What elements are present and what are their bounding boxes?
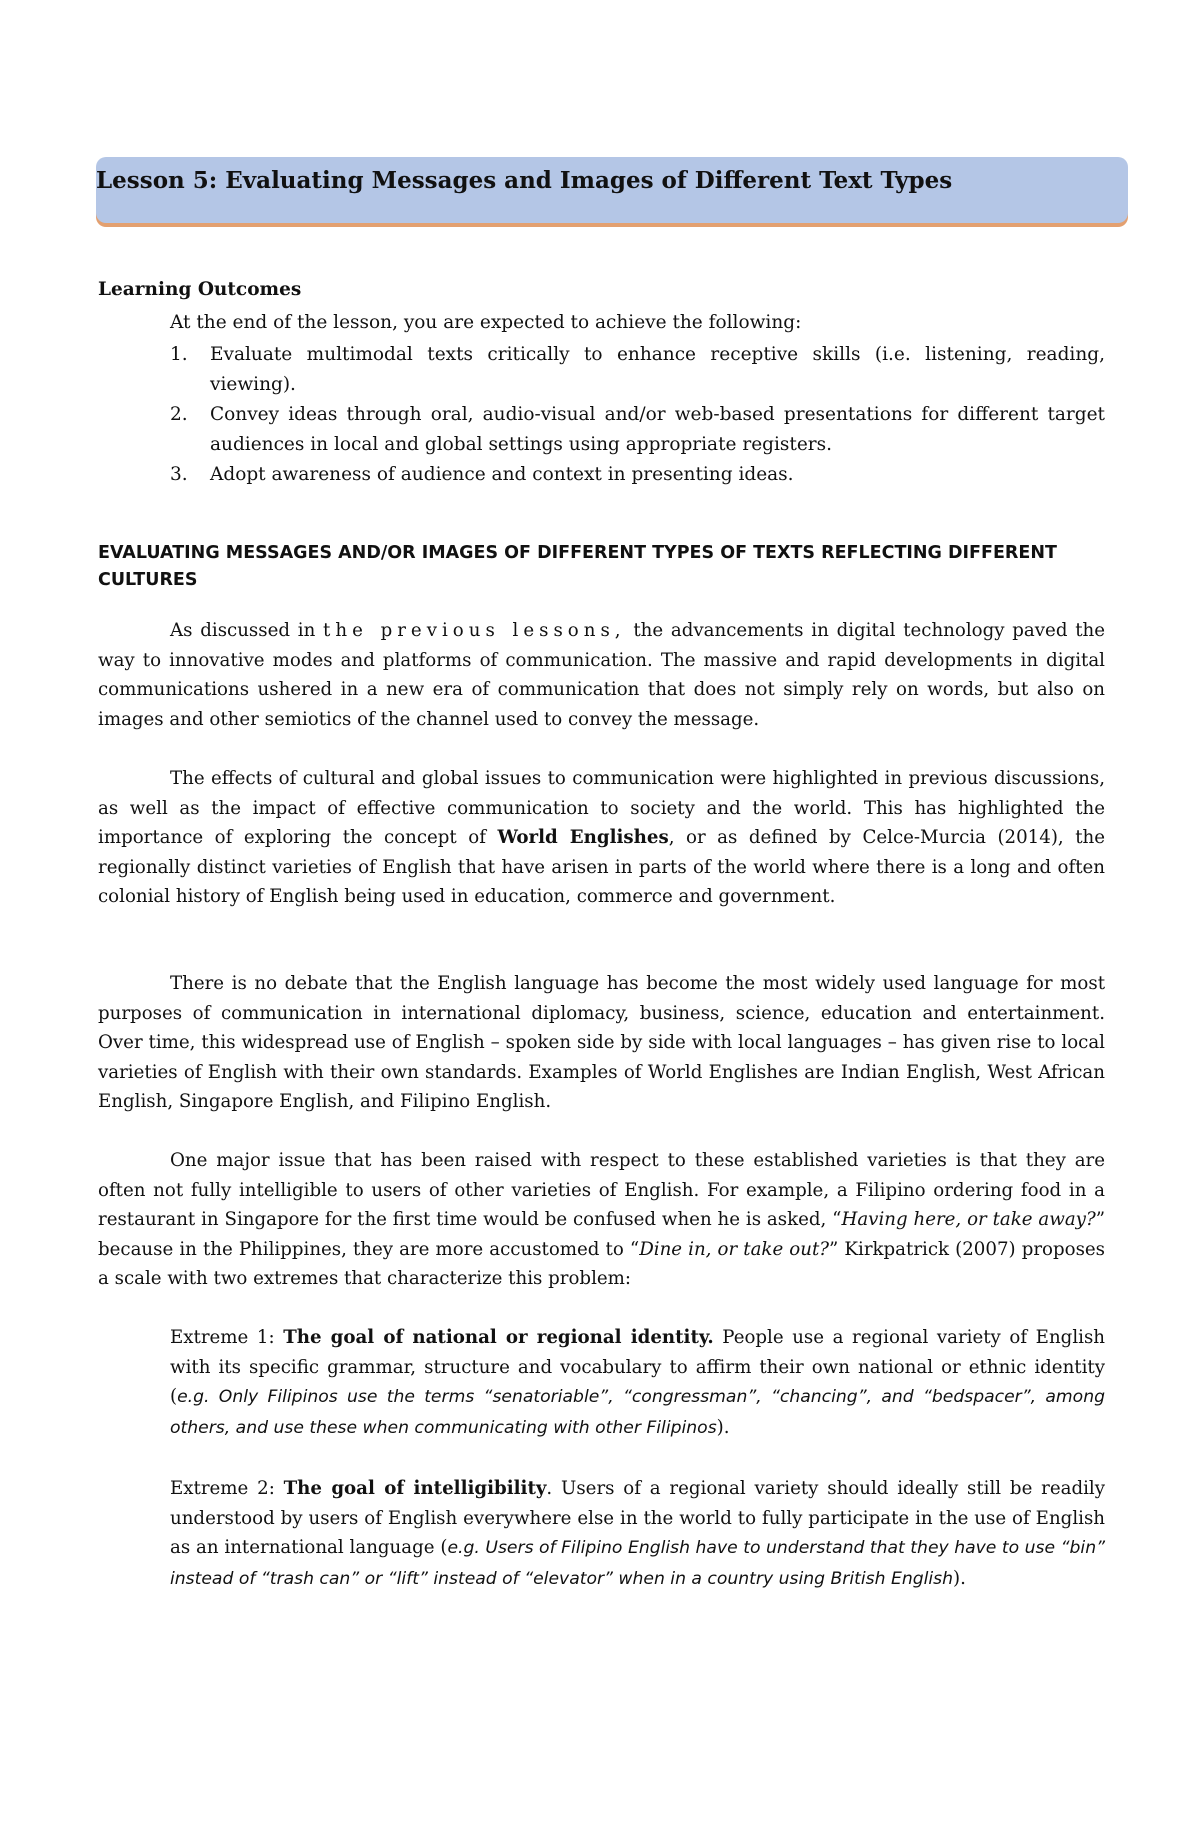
italic-quote: Having here, or take away?	[841, 1209, 1096, 1230]
lesson-title: Lesson 5: Evaluating Messages and Images of Different Text Types	[96, 167, 953, 194]
list-item	[170, 460, 1105, 490]
paragraph-text: ” Kirkpatrick (2007) proposes a scale with two extremes that characterize this problem:	[98, 1238, 1106, 1289]
italic-quote: Dine in, or take out?	[639, 1238, 830, 1260]
list-item-number: 1.	[170, 344, 188, 365]
paragraph-text: . Users of a regional variety should ideally still be readily understood by users of English everywhere else in the world to fully participate in the use of English as an international language (	[170, 1478, 1105, 1558]
paragraph-text: , or as defined by Celce-Murcia (2014), the regionally distinct varieties of English that have arisen in parts of the world where there is a long and often colonial history of English being used in education, commerce and government.	[98, 827, 1105, 907]
bold-term: World Englishes	[497, 827, 669, 848]
section-heading: EVALUATING MESSAGES AND/OR IMAGES OF DIFFERENT TYPES OF TEXTS REFLECTING DIFFERENT CULTURES	[98, 543, 1057, 590]
list-item-text: Evaluate multimodal texts critically to enhance receptive skills (i.e. listening, reading, viewing).	[210, 344, 1105, 395]
bold-term: The goal of national or regional identity.	[283, 1327, 714, 1348]
bold-term: The goal of intelligibility	[283, 1478, 547, 1499]
list-item	[170, 400, 1105, 460]
extreme-label: Extreme 1:	[170, 1327, 284, 1348]
spaced-text: the previous lessons,	[323, 620, 626, 641]
paragraph-text: As discussed in	[170, 620, 324, 641]
paragraph-text: The effects of cultural and global issues to communication were highlighted in previous discussions, as well as the impact of effective communication to society and the world. This has highlighted the importance of exploring the concept of	[98, 768, 1105, 848]
paragraph-digital-communication	[98, 616, 1105, 734]
paragraph-english-language	[98, 969, 1105, 1117]
learning-outcomes-intro: At the end of the lesson, you are expected to achieve the following:	[170, 312, 802, 333]
learning-outcomes-list	[170, 340, 1105, 490]
italic-example: e.g. Users of Filipino English have to understand that they have to use “bin” instead of “trash can” or “lift” instead of “elevator” when in a country using British English	[170, 1538, 1105, 1589]
paragraph-intelligibility-issue	[98, 1146, 1105, 1294]
list-item-text: Convey ideas through oral, audio-visual and/or web-based presentations for different target audiences in local and global settings using appropriate registers.	[210, 404, 1105, 455]
paragraph-text: the advancements in digital technology paved the way to innovative modes and platforms of communication. The massive and rapid developments in digital communications ushered in a new era of communication that does not simply rely on words, but also on images and other semiotics of the channel used to convey the message.	[98, 620, 1106, 730]
paragraph-text: ).	[953, 1567, 966, 1589]
list-item-number: 2.	[170, 404, 188, 425]
list-item	[170, 340, 1105, 400]
learning-outcomes-heading: Learning Outcomes	[98, 279, 302, 300]
paragraph-text: ” because in the Philippines, they are more accustomed to “	[98, 1209, 1106, 1260]
paragraph-text: People use a regional variety of English with its specific grammar, structure and vocabulary to affirm their own national or ethnic identity (	[170, 1327, 1105, 1407]
paragraph-text: One major issue that has been raised with respect to these established varieties is that they are often not fully intelligible to users of other varieties of English. For example, a Filipino ordering food in a restaurant in Singapore for the first time would be confused when he is asked, “	[98, 1150, 1105, 1230]
extreme-label: Extreme 2:	[170, 1478, 284, 1499]
paragraph-world-englishes	[98, 764, 1105, 912]
list-item-text: Adopt awareness of audience and context in presenting ideas.	[210, 464, 794, 485]
extreme-1	[170, 1323, 1105, 1443]
italic-example: e.g. Only Filipinos use the terms “senatoriable”, “congressman”, “chancing”, and “bedspacer”, among others, and use these when communicating with other Filipinos	[170, 1387, 1105, 1438]
extreme-2	[170, 1474, 1105, 1594]
lesson-title-banner	[96, 157, 1128, 223]
paragraph-text: There is no debate that the English language has become the most widely used language for most purposes of communication in international diplomacy, business, science, education and entertainment. Over time, this widespread use of English – spoken side by side with local languages – has given rise to local varieties of English with their own standards. Examples of World Englishes are Indian English, West African English, Singapore English, and Filipino English.	[98, 973, 1105, 1112]
list-item-number: 3.	[170, 464, 188, 485]
paragraph-text: ).	[716, 1416, 730, 1438]
